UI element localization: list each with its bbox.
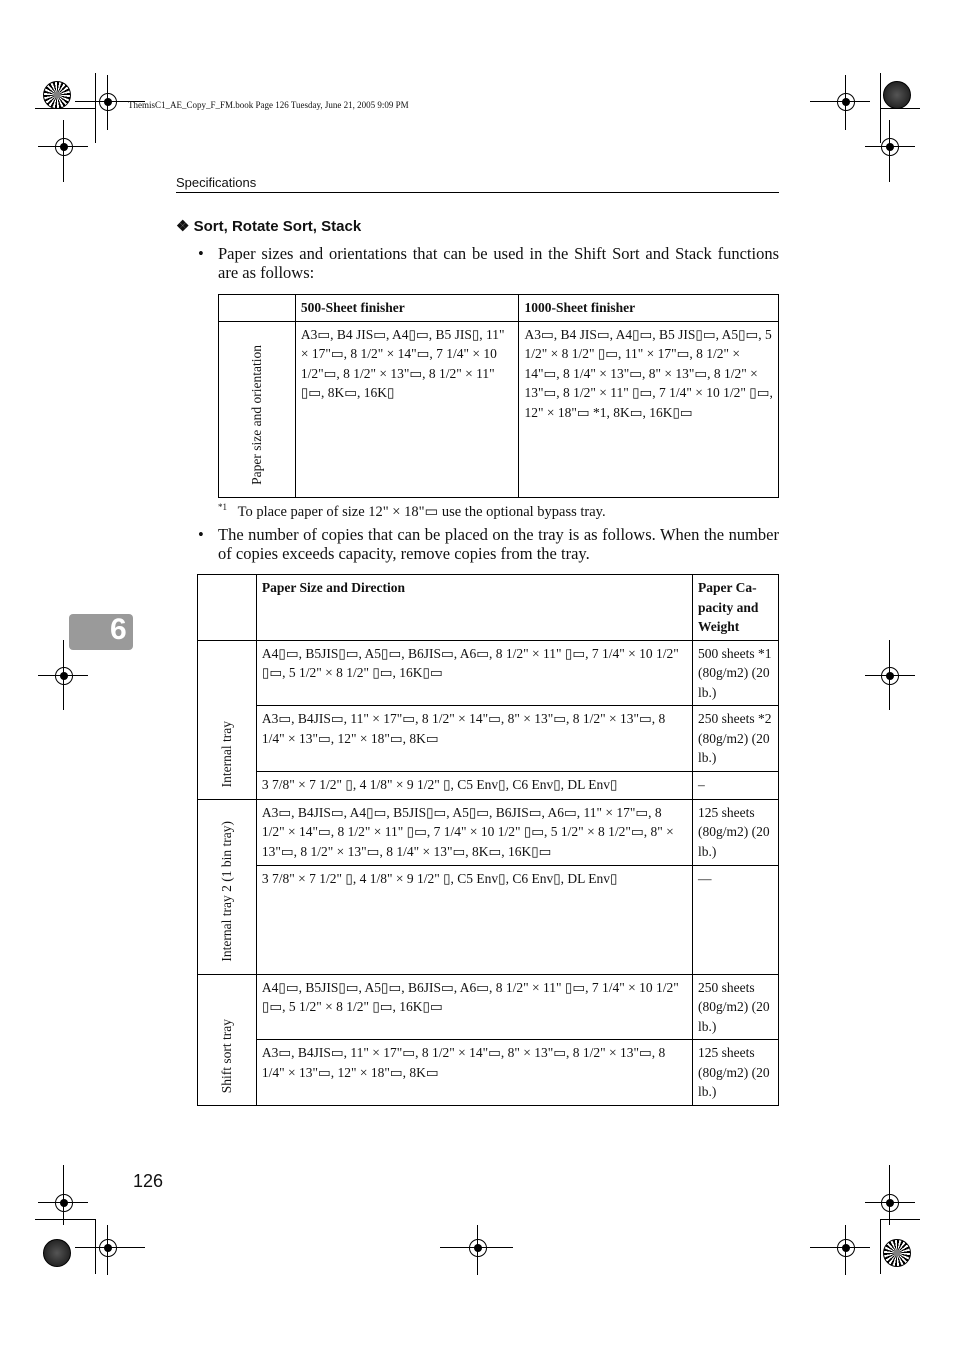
tray-capacity-table (197, 574, 779, 1106)
group-label-cell (198, 974, 257, 1105)
table-row (198, 1040, 779, 1106)
chapter-number: 6 (110, 613, 127, 646)
table-cell: 3 7/8" × 7 1/2" ▯, 4 1/8" × 9 1/2" ▯, C5 Env▯, C6 Env▯, DL Env▯ (256, 865, 692, 974)
table-header-cell: 1000-Sheet finisher (519, 295, 779, 322)
header-rule (176, 192, 779, 193)
table-row (198, 640, 779, 706)
table-cell: A3▭, B4JIS▭, 11" × 17"▭, 8 1/2" × 14"▭, 8" × 13"▭, 8 1/2" × 13"▭, 8 1/4" × 13"▭, 12" × 18"▭, 8K▭ (256, 706, 692, 772)
book-info-line: ThemisC1_AE_Copy_F_FM.book Page 126 Tuesday, June 21, 2005 9:09 PM (128, 100, 409, 110)
bullet-text: The number of copies that can be placed on the tray is as follows. When the number of copies exceeds capacity, remove copies from the tray. (218, 525, 779, 563)
table-header-cell: Paper Ca- pacity and Weight (693, 575, 779, 641)
table-cell: A3▭, B4JIS▭, A4▯▭, B5JIS▯▭, A5▯▭, B6JIS▭, A6▭, 11" × 17"▭, 8 1/2" × 14"▭, 8 1/2" × 11" ▯▭, 7 1/4" × 10 1/2" ▯▭, 5 1/2" × 8 1/2"▭, 8" × 13"▭, 8 1/2" × 13"▭, 8 1/4" × 13"▭, 8K▭, 16K▯▭ (256, 799, 692, 865)
table-cell: 125 sheets (80g/m2) (20 lb.) (693, 1040, 779, 1106)
table-header-cell: Paper Size and Direction (256, 575, 692, 641)
bullet-text: Paper sizes and orientations that can be used in the Shift Sort and Stack functions are as follows: (218, 244, 779, 282)
bullet-paper-sizes: • Paper sizes and orientations that can be used in the Shift Sort and Stack functions are as follows: (198, 244, 779, 282)
table-cell: – (693, 771, 779, 799)
table-cell: A3▭, B4JIS▭, 11" × 17"▭, 8 1/2" × 14"▭, 8" × 13"▭, 8 1/2" × 13"▭, 8 1/4" × 13"▭, 12" × 18"▭, 8K▭ (256, 1040, 692, 1106)
table-header-row (219, 295, 779, 322)
table-header-cell (198, 575, 257, 641)
table-cell: A4▯▭, B5JIS▯▭, A5▯▭, B6JIS▭, A6▭, 8 1/2" × 11" ▯▭, 7 1/4" × 10 1/2" ▯▭, 5 1/2" × 8 1/2" ▯▭, 16K▯▭ (256, 640, 692, 706)
table-cell: A3▭, B4 JIS▭, A4▯▭, B5 JIS▯▭, A5▯▭, 5 1/2" × 8 1/2" ▯▭, 11" × 17"▭, 8 1/2" × 14"▭, 8 1/4" × 13"▭, 8" × 13"▭, 8 1/2" × 13"▭, 8 1/2" × 11" ▯▭, 7 1/4" × 10 1/2" ▯▭, 12" × 18"▭ *1, 8K▭, 16K▯▭ (519, 321, 779, 497)
table-cell: A4▯▭, B5JIS▯▭, A5▯▭, B6JIS▭, A6▭, 8 1/2" × 11" ▯▭, 7 1/4" × 10 1/2" ▯▭, 5 1/2" × 8 1/2" ▯▭, 16K▯▭ (256, 974, 692, 1040)
page-number: 126 (133, 1171, 164, 1191)
table-cell: 3 7/8" × 7 1/2" ▯, 4 1/8" × 9 1/2" ▯, C5 Env▯, C6 Env▯, DL Env▯ (256, 771, 692, 799)
footnote-text: To place paper of size 12" × 18"▭ use the optional bypass tray. (237, 503, 606, 520)
table-cell: A3▭, B4 JIS▭, A4▯▭, B5 JIS▯, 11" × 17"▭, 8 1/2" × 14"▭, 7 1/4" × 10 1/2"▭, 8 1/2" × 13"▭, 8 1/2" × 11" ▯▭, 8K▭, 16K▯ (295, 321, 519, 497)
footnote-mark: *1 (218, 502, 227, 512)
table-row (198, 771, 779, 799)
table-header-cell: 500-Sheet finisher (295, 295, 519, 322)
section-heading (176, 217, 361, 235)
table-cell: 250 sheets (80g/m2) (20 lb.) (693, 974, 779, 1040)
group-label-internal-tray-2: Internal tray 2 (1 bin tray) (219, 821, 235, 962)
row-label-cell (219, 321, 296, 497)
footnote (218, 502, 606, 521)
table-row (198, 974, 779, 1040)
table-header-cell (219, 295, 296, 322)
table-row (219, 321, 779, 497)
group-label-shift-sort-tray: Shift sort tray (219, 1018, 235, 1093)
group-label-internal-tray: Internal tray (219, 720, 235, 787)
group-label-cell (198, 799, 257, 974)
table-cell: — (693, 865, 779, 974)
diamond-bullet-icon: ❖ (176, 218, 190, 235)
table-row (198, 865, 779, 974)
table-cell: 500 sheets *1 (80g/m2) (20 lb.) (693, 640, 779, 706)
table-header-row (198, 575, 779, 641)
table-row (198, 799, 779, 865)
table-row (198, 706, 779, 772)
running-head: Specifications (176, 175, 257, 190)
section-title: Sort, Rotate Sort, Stack (193, 218, 362, 235)
row-label: Paper size and orientation (249, 345, 265, 485)
finisher-paper-table (218, 294, 779, 498)
bullet-tray-capacity: • The number of copies that can be placed on the tray is as follows. When the number of copies exceeds capacity, remove copies from the tray. (198, 525, 779, 563)
group-label-cell (198, 640, 257, 799)
table-cell: 125 sheets (80g/m2) (20 lb.) (693, 799, 779, 865)
table-cell: 250 sheets *2 (80g/m2) (20 lb.) (693, 706, 779, 772)
